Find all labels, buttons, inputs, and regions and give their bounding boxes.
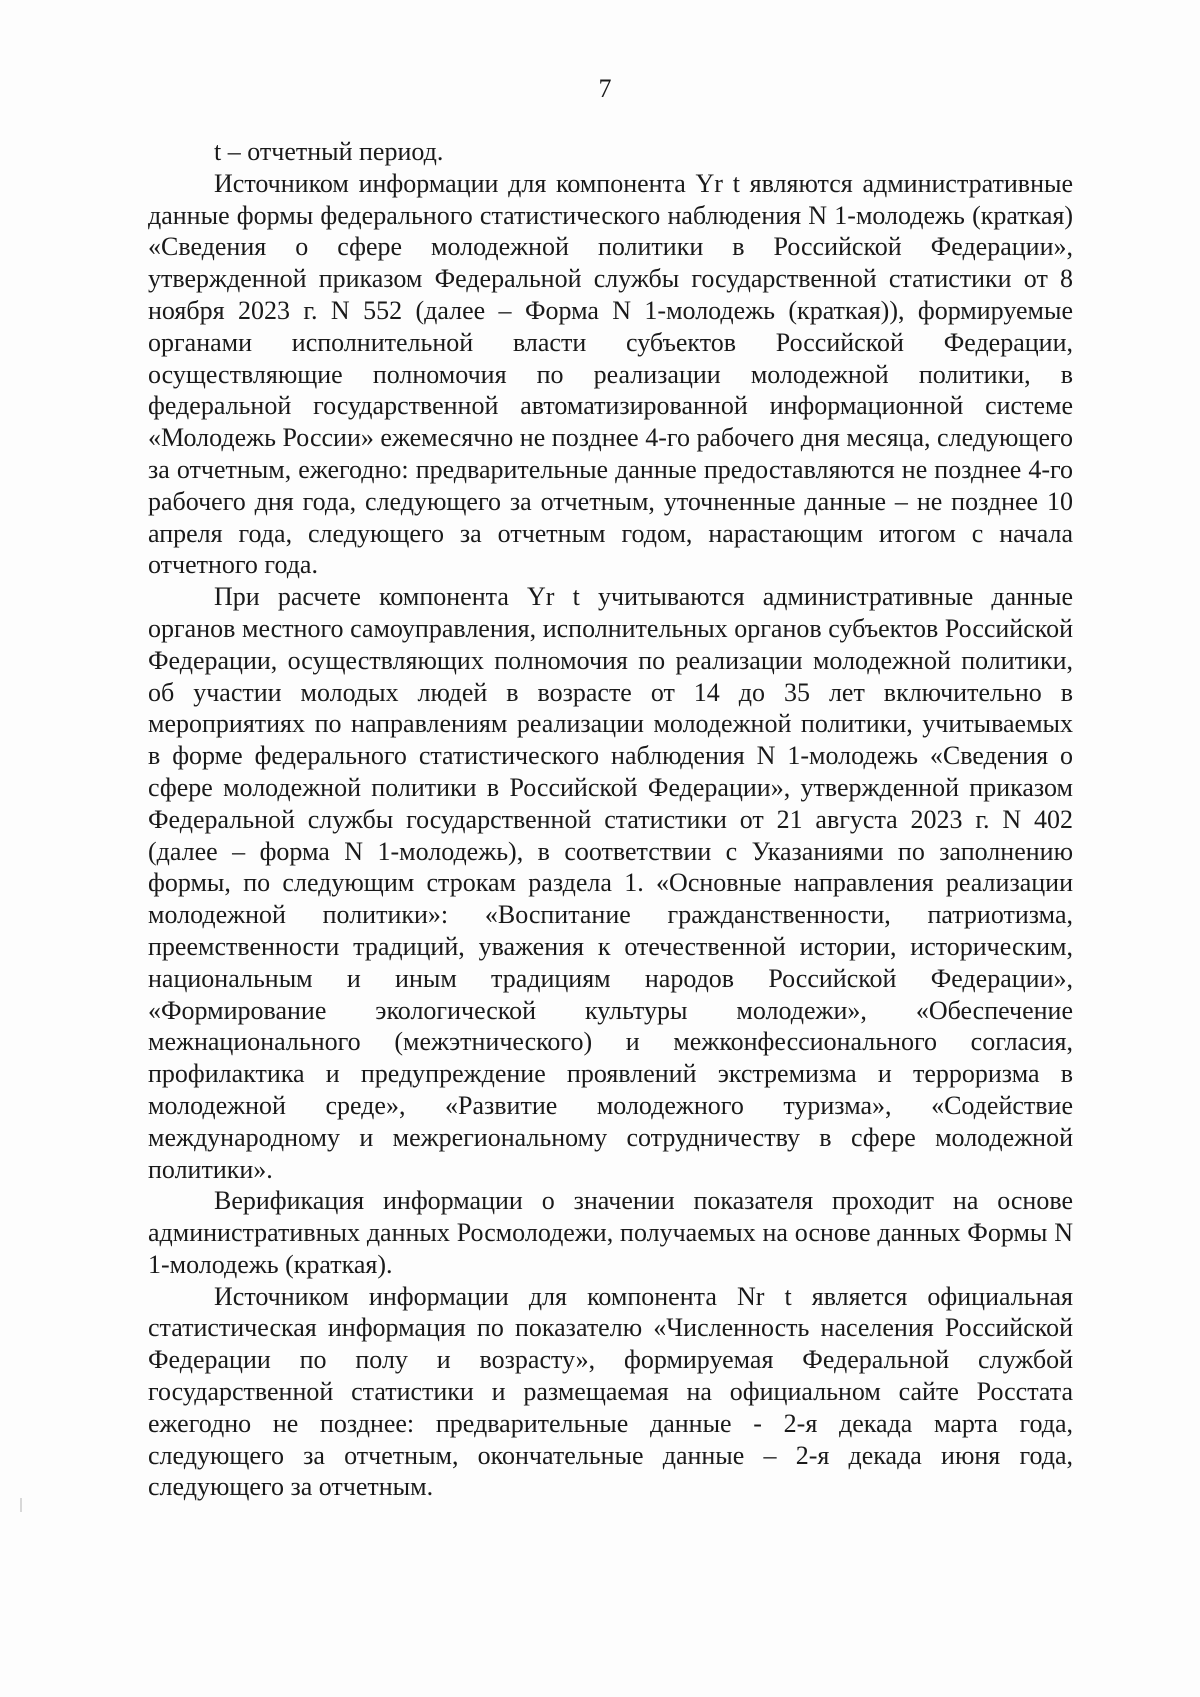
paragraph-yr-source: Источником информации для компонента Yr t являются административные данные формы федерального статистического наблюдения N 1-молодежь (краткая) «Сведения о сфере молодежной политики в Российской Федерации», утвержденной приказом Федеральной службы государственной статистики от 8 ноября 2023 г. N 552 (далее – Форма N 1-молодежь (краткая)), формируемые органами исполнительной власти субъектов Российской Федерации, осуществляющие полномочия по реализации молодежной политики, в федеральной государственной автоматизированной информационной системе «Молодежь России» ежемесячно не позднее 4-го рабочего дня месяца, следующего за отчетным, ежегодно: предварительные данные предоставляются не позднее 4-го рабочего дня года, следующего за отчетным, уточненные данные – не позднее 10 апреля года, следующего за отчетным годом, нарастающим итогом с начала отчетного года. <box>148 168 1073 580</box>
paragraph-yr-calculation: При расчете компонента Yr t учитываются административные данные органов местного самоуправления, исполнительных органов субъектов Российской Федерации, осуществляющих полномочия по реализации молодежной политики, об участии молодых людей в возрасте от 14 до 35 лет включительно в мероприятиях по направлениям реализации молодежной политики, учитываемых в форме федерального статистического наблюдения N 1-молодежь «Сведения о сфере молодежной политики в Российской Федерации», утвержденной приказом Федеральной службы государственной статистики от 21 августа 2023 г. N 402 (далее – форма N 1-молодежь), в соответствии с Указаниями по заполнению формы, по следующим строкам раздела 1. «Основные направления реализации молодежной политики»: «Воспитание гражданственности, патриотизма, преемственности традиций, уважения к отечественной истории, историческим, национальным и иным традициям народов Российской Федерации», «Формирование экологической культуры молодежи», «Обеспечение межнационального (межэтнического) и межконфессионального согласия, профилактика и предупреждение проявлений экстремизма и терроризма в молодежной среде», «Развитие молодежного туризма», «Содействие международному и межрегиональному сотрудничеству в сфере молодежной политики». <box>148 582 1073 1184</box>
scan-artifact <box>20 1498 22 1512</box>
page-number: 7 <box>598 74 612 103</box>
paragraph-nr-source: Источником информации для компонента Nr t является официальная статистическая информация по показателю «Численность населения Российской Федерации по полу и возрасту», формируемая Федеральной службой государственной статистики и размещаемая на официальном сайте Росстата ежегодно не позднее: предварительные данные - 2-я декада марта года, следующего за отчетным, окончательные данные – 2-я декада июня года, следующего за отчетным. <box>148 1281 1073 1502</box>
paragraph-period-definition: t – отчетный период. <box>214 137 444 166</box>
document-body <box>148 136 1073 1503</box>
paragraph-verification: Верификация информации о значении показателя проходит на основе административных данных Росмолодежи, получаемых на основе данных Формы N 1-молодежь (краткая). <box>148 1186 1073 1279</box>
